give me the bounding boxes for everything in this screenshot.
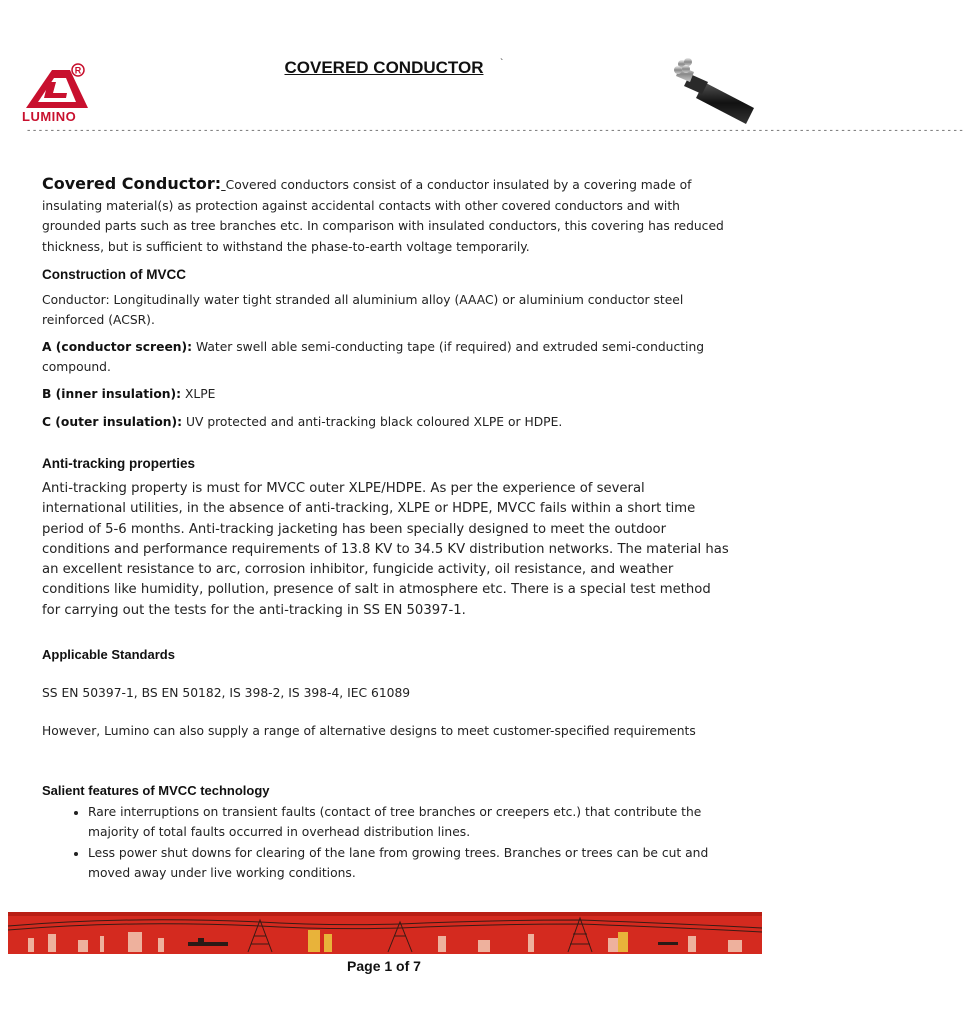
document-body bbox=[42, 174, 732, 884]
footer-banner-image bbox=[8, 912, 762, 954]
outer-insulation-paragraph bbox=[42, 413, 732, 433]
intro-text: Covered conductors consist of a conductor insulated by a covering made of insulating material(s) as protection against accidental contacts with other covered conductors and with grounded parts such as tree branches etc. In comparison with insulated conductors, this covering has reduced thickness, but is sufficient to withstand the phase-to-earth voltage temporarily. bbox=[42, 178, 724, 254]
page-number: Page 1 of 7 bbox=[347, 958, 421, 974]
title-mark: ` bbox=[500, 58, 504, 69]
inner-insulation-paragraph bbox=[42, 385, 732, 405]
standards-note: However, Lumino can also supply a range of alternative designs to meet customer-specified requirements bbox=[42, 723, 696, 738]
intro-paragraph bbox=[42, 174, 732, 257]
page-title: COVERED CONDUCTOR bbox=[284, 58, 484, 77]
cable-image-icon bbox=[668, 52, 758, 126]
outer-insulation-label: C (outer insulation): bbox=[42, 414, 183, 429]
inner-insulation-text: XLPE bbox=[181, 387, 216, 401]
list-item: • Less power shut downs for clearing of the lane from growing trees. Branches or trees can be cut and moved away under live working conditions. bbox=[88, 843, 732, 883]
intro-lead: Covered Conductor: bbox=[42, 174, 222, 193]
salient-list bbox=[42, 802, 732, 883]
header-divider: --------------------------------------------------------------------------------------------------------------------------------------------------------------- bbox=[26, 126, 964, 136]
anti-tracking-paragraph: Anti-tracking property is must for MVCC outer XLPE/HDPE. As per the experience of several international utilities, in the absence of anti-tracking, XLPE or HDPE, MVCC fails within a short time period of 5-6 months. Anti-tracking jacketing has been specially designed to meet the outdoor conditions and performance requirements of 13.8 KV to 34.5 KV distribution networks. The material has an excellent resistance to arc, corrosion inhibitor, fungicide activity, oil resistance, and weather conditions like humidity, pollution, presence of salt in atmosphere etc. There is a special test method for carrying out the tests for the anti-tracking in SS EN 50397-1. bbox=[42, 481, 729, 618]
inner-insulation-label: B (inner insulation): bbox=[42, 387, 182, 401]
outer-insulation-text: UV protected and anti-tracking black coloured XLPE or HDPE. bbox=[182, 414, 563, 429]
brand-name: LUMINO bbox=[22, 109, 77, 124]
salient-heading: Salient features of MVCC technology bbox=[42, 783, 270, 799]
conductor-paragraph: Conductor: Longitudinally water tight stranded all aluminium alloy (AAAC) or aluminium conductor steel reinforced (ACSR). bbox=[42, 293, 684, 327]
anti-tracking-heading: Anti-tracking properties bbox=[42, 456, 196, 471]
conductor-screen-text: Water swell able semi-conducting tape (if required) and extruded semi-conducting compound. bbox=[42, 340, 705, 374]
conductor-screen-paragraph bbox=[42, 338, 732, 377]
svg-text:R: R bbox=[74, 65, 82, 76]
conductor-screen-label: A (conductor screen): bbox=[42, 340, 193, 354]
standards-heading: Applicable Standards bbox=[42, 647, 175, 663]
construction-heading: Construction of MVCC bbox=[42, 267, 186, 282]
list-item: • Rare interruptions on transient faults (contact of tree branches or creepers etc.) that contribute the majority of total faults occurred in overhead distribution lines. bbox=[88, 802, 732, 842]
standards-list: SS EN 50397-1, BS EN 50182, IS 398-2, IS 398-4, IEC 61089 bbox=[42, 686, 411, 701]
